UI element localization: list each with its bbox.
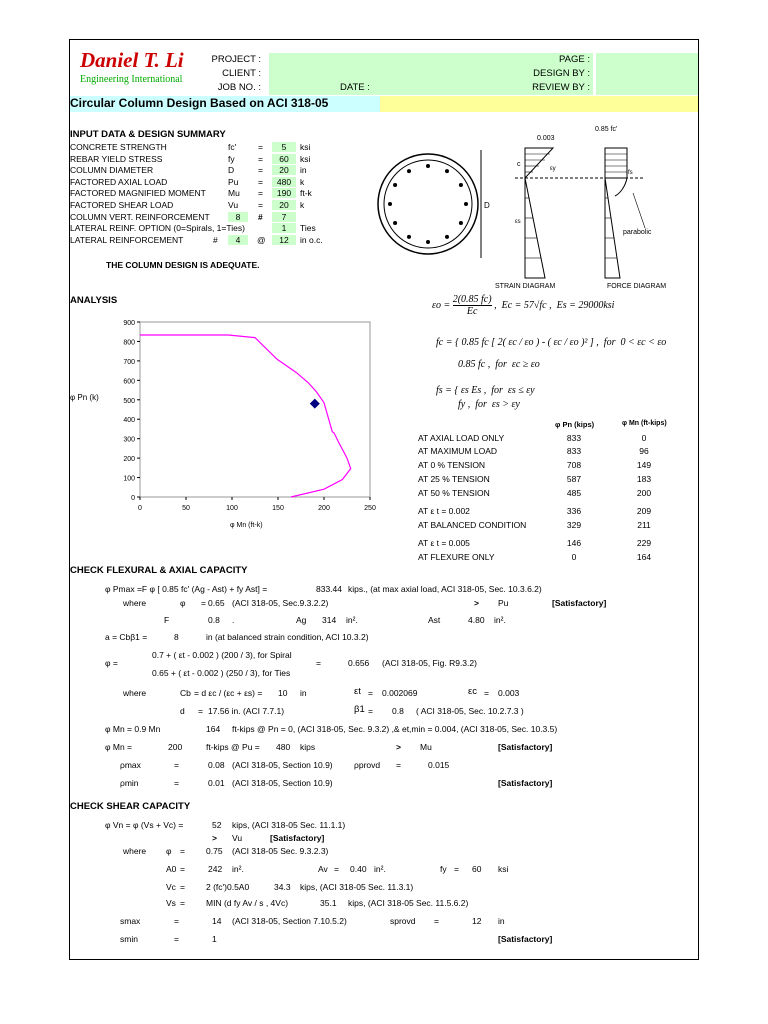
eq-eo: εo = $\frac{2(0.85 fc)}{Ec}$ , Ec = 57√fc , Es = 29000ksi	[432, 294, 615, 317]
lat-reinf-unit: in o.c.	[300, 235, 323, 245]
lat-reinf-at: @	[257, 235, 266, 245]
mn2-value: 200	[168, 742, 183, 752]
Ast-label: Ast	[428, 615, 441, 625]
project-label: PROJECT :	[211, 54, 261, 65]
F-value: 0.8	[208, 615, 220, 625]
smax-label: smax	[120, 916, 141, 926]
input-value[interactable]: 60	[272, 154, 296, 164]
rebar-dot	[459, 221, 463, 225]
rebar-dot	[459, 183, 463, 187]
vc-label: Vc	[166, 882, 176, 892]
analysis-row-label: AT FLEXURE ONLY	[418, 552, 495, 562]
analysis-row-pn: 329	[566, 520, 582, 530]
x-tick-label: 200	[318, 505, 330, 512]
Ag-value: 314	[322, 615, 337, 625]
rmin-value: 0.01	[208, 778, 225, 788]
vs-eq: =	[180, 898, 185, 908]
lat-reinf-label: LATERAL REINFORCEMENT	[70, 235, 184, 245]
parabolic-label: parabolic	[623, 229, 652, 236]
title-bar-right	[380, 96, 698, 112]
mn1-value: 164	[206, 724, 221, 734]
y-tick-label: 800	[123, 339, 135, 347]
ec-value: 0.003	[498, 688, 520, 698]
analysis-row-label: AT 0 % TENSION	[418, 460, 486, 470]
vc-value: 34.3	[274, 882, 291, 892]
input-label: CONCRETE STRENGTH	[70, 142, 167, 152]
x-tick-label: 100	[226, 505, 238, 512]
force-block	[605, 148, 627, 178]
ey-label: εy	[550, 166, 556, 172]
x-tick-label: 150	[272, 505, 284, 512]
analysis-row-mn: 183	[636, 474, 652, 484]
a-note: in (at balanced strain condition, ACI 10.3.2)	[206, 632, 369, 642]
input-unit: ft-k	[300, 188, 312, 198]
analysis-row-mn: 149	[636, 460, 652, 470]
rmax-eq: =	[174, 760, 179, 770]
shear-phi-eq: =	[180, 846, 185, 856]
analysis-row-label: AT 25 % TENSION	[418, 474, 490, 484]
lat-option-unit: Ties	[300, 223, 316, 233]
force-top-label: 0.85 fc'	[595, 126, 618, 133]
shear-heading: CHECK SHEAR CAPACITY	[70, 801, 191, 812]
vert-reinf-label: COLUMN VERT. REINFORCEMENT	[70, 212, 210, 222]
analysis-row-mn: 200	[636, 488, 652, 498]
vc-expression: 2 (fc')0.5A0	[206, 882, 250, 892]
s-satisfactory: [Satisfactory]	[498, 934, 553, 944]
rebar-dot	[426, 164, 430, 168]
input-value[interactable]: 20	[272, 200, 296, 210]
et-label: εt	[354, 686, 361, 697]
phi-ties-expr: 0.65 + ( εt - 0.002 ) (250 / 3), for Ties	[152, 668, 291, 678]
strain-force-diagram	[495, 118, 700, 293]
rho-satisfactory: [Satisfactory]	[498, 778, 553, 788]
mn2-kips: kips	[300, 742, 316, 752]
rebar-dot	[426, 240, 430, 244]
analysis-row-mn: 229	[636, 538, 652, 548]
input-eq: =	[258, 176, 263, 187]
mu-label: Mu	[420, 742, 432, 752]
input-unit: ksi	[300, 142, 311, 152]
pmax-note: kips., (at max axial load, ACI 318-05, Sec. 10.3.6.2)	[348, 584, 542, 594]
lat-reinf-spacing[interactable]: 12	[272, 235, 296, 245]
sprov-value: 12	[472, 916, 482, 926]
analysis-row-mn: 164	[636, 552, 652, 562]
smin-value: 1	[212, 934, 217, 944]
b1-eq: =	[368, 706, 373, 716]
vs-value: 35.1	[320, 898, 337, 908]
sprov-unit: in	[498, 916, 505, 926]
phi2-value: 0.656	[348, 658, 370, 668]
eq-fc: fc = { 0.85 fc [ 2( εc / εo ) - ( εc / εo )² ] , for 0 < εc < εo 0.85 fc , for εc ≥ εo	[436, 337, 667, 370]
analysis-row-pn: 587	[566, 474, 582, 484]
date-label: DATE :	[340, 82, 370, 93]
mn2-note: ft-kips @ Pu =	[206, 742, 260, 752]
x-tick-label: 50	[182, 505, 190, 512]
vn-value: 52	[212, 820, 222, 830]
lat-option-label: LATERAL REINF. OPTION (0=Spirals, 1=Ties)	[70, 223, 245, 233]
vert-reinf-count[interactable]: 8	[228, 212, 248, 222]
column-section-drawing	[368, 140, 498, 270]
vn-note: kips, (ACI 318-05 Sec. 11.1.1)	[232, 820, 346, 830]
a0-value: 242	[208, 864, 223, 874]
smax-eq: =	[174, 916, 179, 926]
cb-value: 10	[278, 688, 288, 698]
cb-expression: = d εc / (εc + εs) =	[194, 688, 263, 698]
phi-eq: =	[201, 598, 206, 608]
input-label: COLUMN DIAMETER	[70, 165, 154, 175]
force-caption: FORCE DIAGRAM	[607, 283, 667, 290]
d-value: 17.56 in. (ACI 7.7.1)	[208, 706, 285, 716]
analysis-row-mn: 211	[637, 520, 651, 530]
vs-expression: MIN (d fy Av / s , 4Vc)	[206, 898, 289, 908]
lat-reinf-size[interactable]: 4	[228, 235, 248, 245]
input-symbol: Pu	[228, 176, 239, 187]
b1-note: ( ACI 318-05, Sec. 10.2.7.3 )	[416, 706, 524, 716]
mn-satisfactory: [Satisfactory]	[498, 742, 553, 752]
phi-spiral-expr: 0.7 + ( εt - 0.002 ) (200 / 3), for Spiral	[152, 650, 292, 660]
pu-label: Pu	[498, 598, 509, 608]
pmax-satisfactory: [Satisfactory]	[552, 598, 607, 608]
d-eq: =	[198, 706, 203, 716]
d-label: d	[180, 706, 185, 716]
vert-reinf-size[interactable]: 7	[272, 212, 296, 222]
input-unit: k	[300, 176, 305, 187]
column-outline	[378, 154, 478, 254]
phi-value: 0.65	[208, 598, 225, 608]
y-tick-label: 200	[123, 456, 135, 464]
shear-where: where	[123, 846, 147, 856]
phi-symbol: φ	[180, 598, 186, 608]
logo-subtitle: Engineering International	[80, 74, 183, 85]
chart-xlabel: φ Mn (ft-k)	[230, 522, 263, 529]
analysis-row-pn: 146	[566, 538, 582, 548]
analysis-row-label: AT BALANCED CONDITION	[418, 520, 527, 530]
where-2: where	[123, 688, 147, 698]
strain-top-label: 0.003	[537, 135, 555, 142]
input-symbol: fy	[228, 153, 235, 164]
force-parabola	[605, 178, 627, 196]
av-value: 0.40	[350, 864, 367, 874]
page-label: PAGE :	[559, 54, 590, 65]
input-symbol: Vu	[228, 199, 239, 210]
analysis-row-label: AT MAXIMUM LOAD	[418, 446, 498, 456]
strain-compression	[525, 148, 553, 178]
analysis-row-mn: 209	[636, 506, 652, 516]
vu-label: Vu	[232, 833, 243, 843]
Ag-label: Ag	[296, 615, 307, 625]
vc-note: kips, (ACI 318-05 Sec. 11.3.1)	[300, 882, 414, 892]
mn1-expression: φ Mn = 0.9 Mn	[105, 724, 161, 734]
av-eq: =	[334, 864, 339, 874]
jobno-label: JOB NO. :	[217, 82, 261, 93]
input-value[interactable]: 480	[272, 177, 296, 187]
es-label: εs	[515, 219, 521, 225]
rebar-dot	[388, 202, 392, 206]
vn-gt: >	[212, 833, 217, 843]
mn2-expression: φ Mn =	[105, 742, 133, 752]
tie-outline	[384, 160, 472, 248]
vs-label: Vs	[166, 898, 176, 908]
analysis-row-mn: 0	[641, 433, 647, 443]
rprov-value: 0.015	[428, 760, 450, 770]
input-symbol: Mu	[228, 188, 240, 198]
input-value[interactable]: 190	[272, 188, 296, 198]
analysis-row-pn: 336	[566, 506, 582, 516]
smax-note: (ACI 318-05, Section 7.10.5.2)	[232, 916, 347, 926]
sprov-label: sprovd	[390, 916, 416, 926]
a0-unit: in².	[232, 864, 244, 874]
input-label: FACTORED SHEAR LOAD	[70, 199, 174, 210]
x-tick-label: 0	[138, 505, 142, 512]
analysis-row-pn: 0	[571, 552, 577, 562]
a-value: 8	[174, 632, 179, 642]
Ag-unit: in².	[346, 615, 358, 625]
input-label: FACTORED MAGNIFIED MOMENT	[70, 188, 206, 198]
chart-ylabel: φ Pn (k)	[70, 393, 99, 402]
vc-eq: =	[180, 882, 185, 892]
analysis-row-mn: 96	[639, 446, 649, 456]
analysis-row-pn: 833	[566, 446, 582, 456]
fs-label: fs	[628, 170, 633, 176]
interaction-diagram	[70, 310, 390, 540]
input-value[interactable]: 20	[272, 165, 296, 175]
rmin-label: ρmin	[120, 778, 139, 788]
a-expression: a = Cbβ1 =	[105, 632, 148, 642]
rprov-eq: =	[396, 760, 401, 770]
mn-gt: >	[396, 742, 401, 752]
cb-unit: in	[300, 688, 307, 698]
ec-eq: =	[484, 688, 489, 698]
where-1: where	[123, 598, 147, 608]
vs-note: kips, (ACI 318-05 Sec. 11.5.6.2)	[348, 898, 469, 908]
rebar-dot	[407, 235, 411, 239]
page-title: Circular Column Design Based on ACI 318-05	[70, 96, 329, 110]
rebar-dot	[393, 221, 397, 225]
input-unit: in	[300, 165, 307, 175]
F-dot: .	[232, 615, 235, 625]
reviewby-label: REVIEW BY :	[532, 82, 590, 93]
input-unit: k	[300, 199, 305, 210]
fy-value: 60	[472, 864, 482, 874]
analysis-row-label: AT ε t = 0.002	[418, 506, 470, 516]
strain-tension	[525, 178, 545, 278]
av-label: Av	[318, 864, 328, 874]
et-eq: =	[368, 688, 373, 698]
client-label: CLIENT :	[222, 68, 261, 79]
b1-value: 0.8	[392, 706, 404, 716]
rmax-value: 0.08	[208, 760, 225, 770]
col-mn-header: φ Mn (ft-kips)	[622, 420, 667, 427]
phi-eq-sign: =	[316, 658, 321, 668]
a0-eq: =	[180, 864, 185, 874]
diameter-label: D	[484, 201, 490, 210]
y-tick-label: 600	[123, 378, 135, 386]
y-tick-label: 0	[131, 495, 135, 502]
input-symbol: fc'	[228, 142, 237, 152]
smax-value: 14	[212, 916, 222, 926]
analysis-row-pn: 833	[566, 433, 582, 443]
shear-phi-value: 0.75	[206, 846, 223, 856]
smin-eq: =	[174, 934, 179, 944]
pmax-gt: >	[474, 598, 479, 608]
input-heading: INPUT DATA & DESIGN SUMMARY	[70, 129, 226, 140]
rmax-note: (ACI 318-05, Section 10.9)	[232, 760, 333, 770]
analysis-heading: ANALYSIS	[70, 295, 118, 306]
flex-heading: CHECK FLEXURAL & AXIAL CAPACITY	[70, 565, 248, 576]
input-eq: =	[258, 165, 263, 175]
input-unit: ksi	[300, 153, 311, 164]
shear-phi: φ	[166, 846, 172, 856]
mn1-note: ft-kips @ Pn = 0, (ACI 318-05, Sec. 9.3.2) ,& et,min = 0.004, (ACI 318-05, Sec. 10.3.5)	[232, 724, 558, 734]
input-eq: =	[258, 153, 263, 164]
rprov-label: ρprovd	[354, 760, 381, 770]
y-tick-label: 400	[123, 417, 135, 425]
rebar-set	[388, 164, 468, 244]
sprov-eq: =	[434, 916, 439, 926]
plot-area	[140, 322, 370, 497]
y-tick-label: 500	[123, 397, 135, 405]
rebar-dot	[445, 169, 449, 173]
cb-label: Cb	[180, 688, 191, 698]
design-adequate-message: THE COLUMN DESIGN IS ADEQUATE.	[106, 260, 260, 270]
strain-caption: STRAIN DIAGRAM	[495, 283, 556, 290]
logo-name: Daniel T. Li	[80, 48, 184, 72]
fy-label: fy	[440, 864, 447, 874]
rmax-label: ρmax	[120, 760, 141, 770]
designby-label: DESIGN BY :	[533, 68, 590, 79]
av-unit: in².	[374, 864, 386, 874]
phi2-note: (ACI 318-05, Fig. R9.3.2)	[382, 658, 477, 668]
rmin-note: (ACI 318-05, Section 10.9)	[232, 778, 333, 788]
fy-unit: ksi	[498, 864, 509, 874]
F-symbol: F	[164, 615, 170, 625]
vert-reinf-hash: #	[258, 212, 263, 222]
b1-label: β1	[354, 704, 365, 715]
input-eq: =	[258, 188, 263, 198]
smin-label: smin	[120, 934, 138, 944]
et-value: 0.002069	[382, 688, 418, 698]
phi-note: (ACI 318-05, Sec.9.3.2.2)	[232, 598, 329, 608]
c-label: c	[517, 161, 521, 168]
y-tick-label: 700	[123, 358, 135, 366]
x-tick-label: 250	[364, 505, 376, 512]
rebar-dot	[407, 169, 411, 173]
analysis-row-label: AT ε t = 0.005	[418, 538, 470, 548]
vn-expression: φ Vn = φ (Vs + Vc) =	[105, 820, 184, 830]
rmin-eq: =	[174, 778, 179, 788]
y-tick-label: 100	[123, 475, 135, 483]
lat-option-value[interactable]: 1	[272, 223, 296, 233]
a0-label: A0	[166, 864, 177, 874]
lat-reinf-hash: #	[213, 235, 218, 245]
input-symbol: D	[228, 165, 235, 175]
mn2-pu: 480	[276, 742, 291, 752]
rebar-dot	[464, 202, 468, 206]
input-eq: =	[258, 199, 263, 210]
ec-label: εc	[468, 686, 477, 697]
force-tension	[605, 178, 620, 278]
analysis-row-label: AT 50 % TENSION	[418, 488, 490, 498]
phi-eq-2: φ =	[105, 658, 118, 668]
analysis-row-label: AT AXIAL LOAD ONLY	[418, 433, 505, 443]
vn-satisfactory: [Satisfactory]	[270, 833, 325, 843]
Ast-value: 4.80	[468, 615, 485, 625]
Ast-unit: in².	[494, 615, 506, 625]
rebar-dot	[445, 235, 449, 239]
shear-phi-note: (ACI 318-05 Sec. 9.3.2.3)	[232, 846, 329, 856]
pmax-expression: φ Pmax =F φ [ 0.85 fc' (Ag - Ast) + fy Ast] =	[105, 584, 268, 594]
input-eq: =	[258, 142, 263, 152]
y-tick-label: 300	[123, 436, 135, 444]
input-label: REBAR YIELD STRESS	[70, 153, 163, 164]
y-tick-label: 900	[123, 320, 135, 327]
eq-fs: fs = { εs Es , for εs ≤ εy fy , for εs > εy	[436, 385, 535, 410]
rebar-dot	[393, 183, 397, 187]
analysis-row-pn: 485	[566, 488, 582, 498]
pmax-value: 833.44	[316, 584, 342, 594]
page-fields[interactable]	[596, 53, 698, 95]
col-pn-header: φ Pn (kips)	[555, 420, 595, 429]
input-label: FACTORED AXIAL LOAD	[70, 176, 168, 187]
fy-eq: =	[454, 864, 459, 874]
input-value[interactable]: 5	[272, 142, 296, 152]
analysis-row-pn: 708	[566, 460, 582, 470]
